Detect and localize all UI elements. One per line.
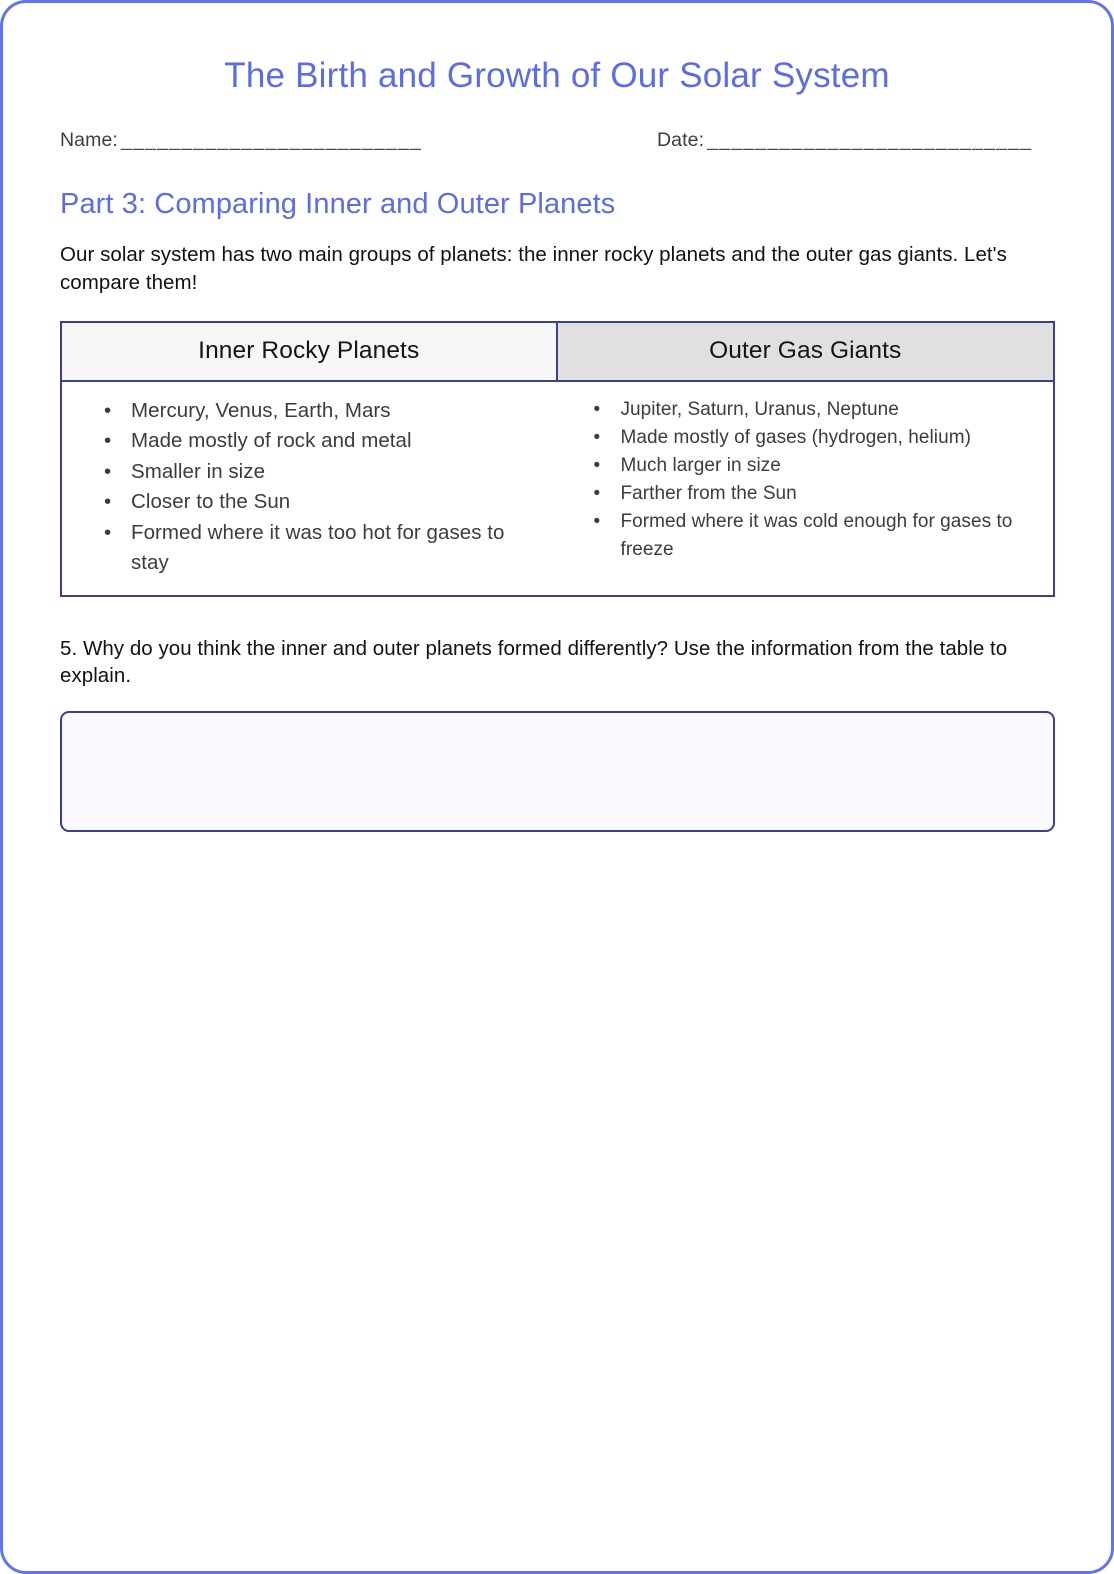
date-blank-line: ___________________________ bbox=[707, 129, 1033, 151]
list-item: • Much larger in size bbox=[594, 452, 1040, 480]
outer-planets-list bbox=[562, 396, 1040, 565]
table-header-inner-rocky-planets: Inner Rocky Planets bbox=[62, 323, 558, 380]
table-body-row bbox=[60, 382, 1055, 597]
table-cell-inner-rocky-planets bbox=[62, 382, 558, 595]
list-item: • Jupiter, Saturn, Uranus, Neptune bbox=[594, 396, 1040, 424]
worksheet-content bbox=[3, 3, 1111, 1571]
list-item: • Made mostly of gases (hydrogen, helium) bbox=[594, 424, 1040, 452]
list-item: • Smaller in size bbox=[104, 457, 544, 488]
table-cell-outer-gas-giants bbox=[558, 382, 1054, 595]
list-item: • Mercury, Venus, Earth, Mars bbox=[104, 396, 544, 427]
question-5-text: 5. Why do you think the inner and outer planets formed differently? Use the information from the table to explain. bbox=[60, 636, 1008, 688]
question-5-answer-box[interactable] bbox=[60, 711, 1055, 832]
table-header-row bbox=[60, 321, 1055, 382]
date-field[interactable] bbox=[657, 129, 1032, 152]
section-heading-part-3: Part 3: Comparing Inner and Outer Planets bbox=[60, 188, 616, 220]
list-item: • Formed where it was too hot for gases to stay bbox=[104, 518, 544, 579]
inner-planets-list bbox=[66, 396, 544, 579]
list-item: • Closer to the Sun bbox=[104, 487, 544, 518]
section-intro-text: Our solar system has two main groups of planets: the inner rocky planets and the outer gas giants. Let's compare them! bbox=[60, 243, 1007, 294]
list-item: • Farther from the Sun bbox=[594, 480, 1040, 508]
date-label: Date: bbox=[657, 129, 705, 151]
name-field[interactable] bbox=[60, 129, 657, 152]
comparison-table bbox=[60, 321, 1055, 597]
list-item: • Made mostly of rock and metal bbox=[104, 426, 544, 457]
table-header-outer-gas-giants: Outer Gas Giants bbox=[558, 323, 1054, 380]
name-blank-line: _________________________ bbox=[120, 129, 423, 151]
student-info-row bbox=[60, 129, 1054, 152]
page-title: The Birth and Growth of Our Solar System bbox=[224, 56, 890, 95]
list-item: • Formed where it was cold enough for gases to freeze bbox=[594, 508, 1040, 564]
name-label: Name: bbox=[60, 129, 118, 151]
